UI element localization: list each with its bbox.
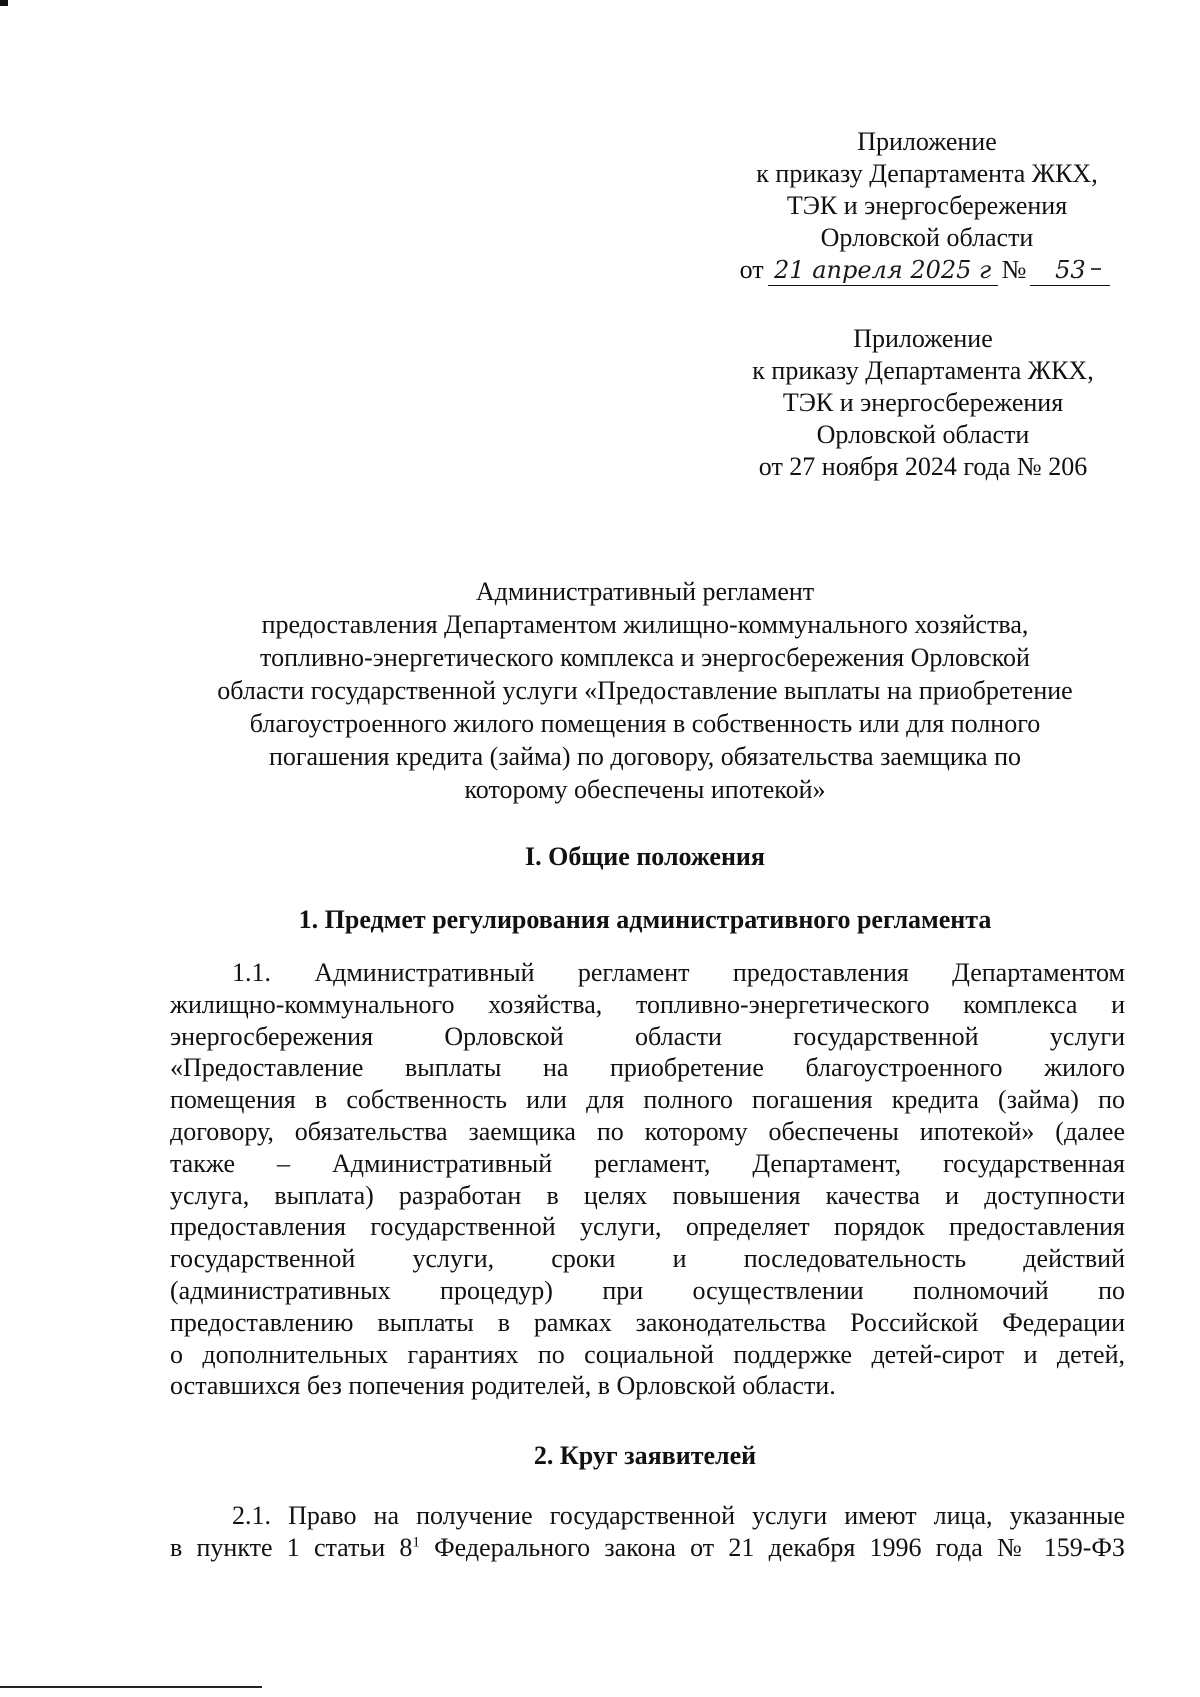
appendix-date-line (712, 254, 1142, 286)
appendix-line: к приказу Департамента ЖКХ, (756, 159, 1098, 188)
document-title (170, 575, 1120, 806)
paragraph-line: помещения в собственность или для полного погашения кредита (займа) по (170, 1085, 1125, 1115)
date-prefix: от (739, 255, 764, 284)
text-run: в пункте 1 статьи 8 (170, 1532, 413, 1562)
paragraph-line: оставшихся без попечения родителей, в Орловской области. (170, 1371, 836, 1401)
appendix-line: Орловской области (816, 420, 1030, 449)
paragraph-line: предоставлению выплаты в рамках законодательства Российской Федерации (170, 1307, 1125, 1337)
superscript: 1 (412, 1534, 420, 1551)
paragraph-line: о дополнительных гарантиях по социальной поддержке детей-сирот и детей, (170, 1339, 1125, 1369)
appendix-line: Орловской области (820, 223, 1034, 252)
paragraph-line: энергосбережения Орловской области государственной услуги (170, 1021, 1125, 1051)
title-line: которому обеспечены ипотекой» (464, 775, 826, 804)
paragraph-line: также – Административный регламент, Департамент, государственная (170, 1148, 1125, 1178)
handwritten-date: 21 апреля 2025 г (774, 256, 992, 284)
title-line: предоставления Департаментом жилищно-коммунального хозяйства, (261, 610, 1029, 639)
appendix-line: Приложение (853, 324, 993, 353)
title-line: благоустроенного жилого помещения в собственность или для полного (249, 709, 1041, 738)
section-heading-general: I. Общие положения (525, 842, 765, 871)
paragraph-line: предоставления государственной услуги, определяет порядок предоставления (170, 1212, 1125, 1242)
title-line: области государственной услуги «Предоставление выплаты на приобретение (217, 676, 1073, 705)
appendix-line: от 27 ноября 2024 года № 206 (758, 452, 1088, 481)
paragraph-line: государственной услуги, сроки и последовательность действий (170, 1244, 1125, 1274)
paragraph-line (170, 1532, 1125, 1564)
appendix-line: к приказу Департамента ЖКХ, (752, 356, 1094, 385)
appendix-previous (708, 323, 1138, 483)
appendix-line: ТЭК и энергосбережения (786, 191, 1068, 220)
title-line: Административный регламент (475, 577, 815, 606)
number-label: № (1001, 255, 1027, 284)
handwritten-number: 53 (1055, 256, 1086, 284)
footnote-separator (0, 1686, 262, 1688)
number-blank (1030, 257, 1110, 286)
paragraph-line: жилищно-коммунального хозяйства, топливно-энергетического комплекса и (170, 989, 1125, 1019)
paragraph-line: «Предоставление выплаты на приобретение благоустроенного жилого (170, 1053, 1125, 1083)
paragraph-line: договору, обязательства заемщика по которому обеспечены ипотекой» (далее (170, 1116, 1125, 1146)
section-heading-applicants: 2. Круг заявителей (533, 1441, 757, 1470)
paragraph-line: 1.1. Административный регламент предоставления Департаментом (232, 958, 1125, 987)
paragraph-line: (административных процедур) при осуществлении полномочий по (170, 1275, 1125, 1305)
date-blank (768, 257, 998, 286)
title-line: топливно-энергетического комплекса и энергосбережения Орловской (260, 643, 1030, 672)
appendix-line: Приложение (857, 127, 997, 156)
scan-corner-mark (0, 0, 8, 6)
paragraph-line: 2.1. Право на получение государственной услуги имеют лица, указанные (232, 1501, 1125, 1530)
paragraph-line: услуга, выплата) разработан в целях повышения качества и доступности (170, 1180, 1125, 1210)
paragraph-1-1 (170, 957, 1125, 1402)
text-run: Федерального закона от 21 декабря 1996 года № 159-ФЗ (419, 1532, 1125, 1562)
section-heading-subject: 1. Предмет регулирования административного регламента (298, 905, 992, 934)
appendix-line: ТЭК и энергосбережения (782, 388, 1064, 417)
title-line: погашения кредита (займа) по договору, обязательства заемщика по (268, 742, 1022, 771)
appendix-current (712, 126, 1142, 286)
paragraph-2-1 (170, 1500, 1125, 1564)
